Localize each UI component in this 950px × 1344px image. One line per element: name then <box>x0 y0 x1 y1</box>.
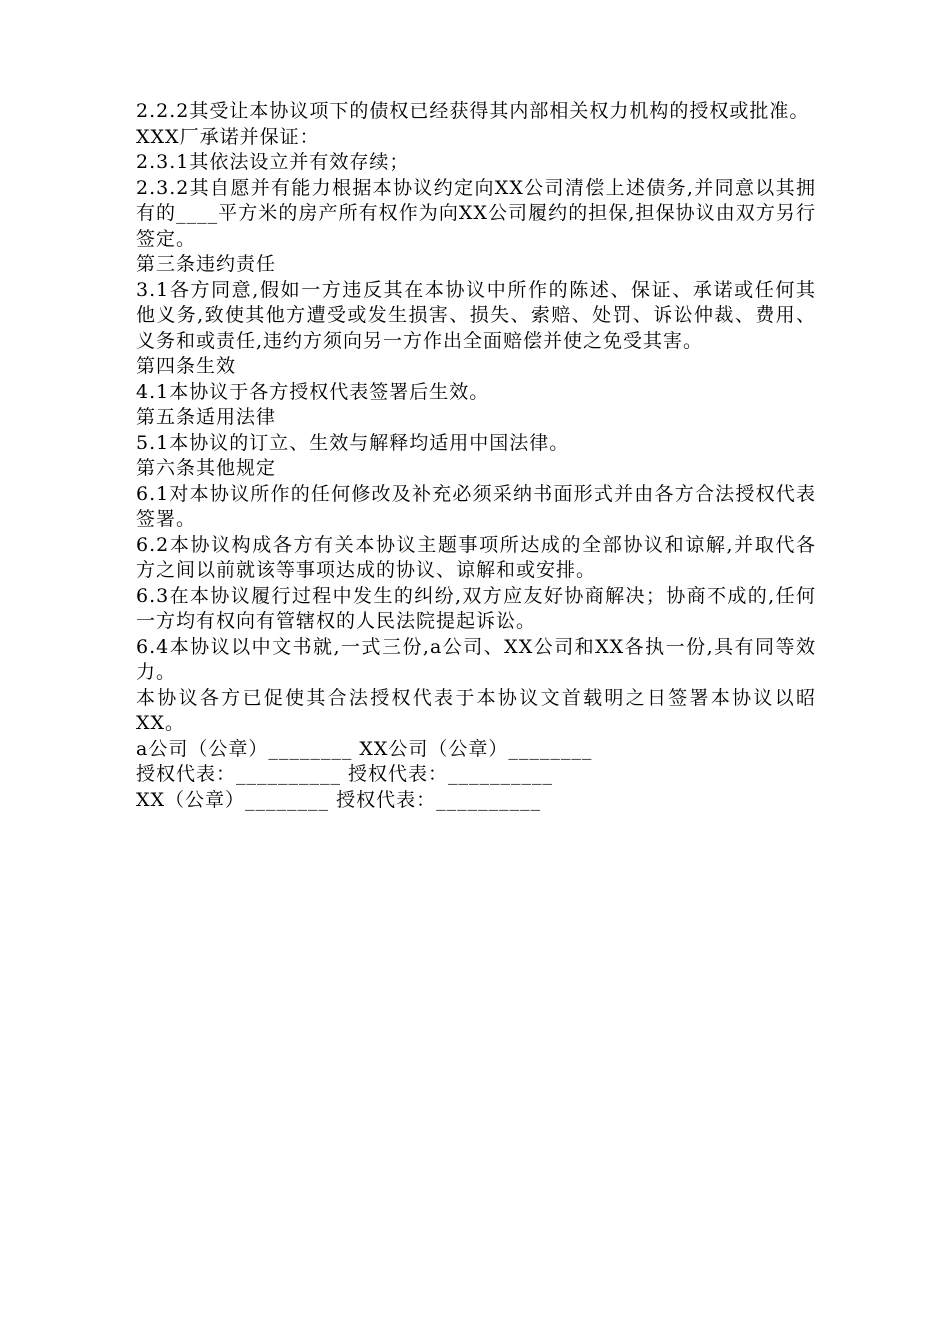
article-5-heading: 第五条适用法律 <box>136 406 277 428</box>
clause-2-3-2: 2.3.2其自愿并有能力根据本协议约定向XX公司清偿上述债务,并同意以其拥有的____平方米的房产所有权作为向XX公司履约的担保,担保协议由双方另行签定。 <box>136 176 816 250</box>
clause-6-3: 6.3在本协议履行过程中发生的纠纷,双方应友好协商解决；协商不成的,任何一方均有权向有管辖权的人民法院提起诉讼。 <box>136 584 816 632</box>
xxx-factory-warranty-intro: XXX厂承诺并保证： <box>136 125 320 148</box>
signature-line-xx-seal: XX（公章）________ 授权代表：__________ <box>136 788 542 811</box>
article-4-heading: 第四条生效 <box>136 355 237 377</box>
clause-6-4: 6.4本协议以中文书就,一式三份,a公司、XX公司和XX各执一份,具有同等效力。 <box>136 635 816 683</box>
document-body <box>136 99 816 813</box>
clause-6-1: 6.1对本协议所作的任何修改及补充必须采纳书面形式并由各方合法授权代表签署。 <box>136 482 816 530</box>
clause-3-1: 3.1各方同意,假如一方违反其在本协议中所作的陈述、保证、承诺或任何其他义务,致使其他方遭受或发生损害、损失、索赔、处罚、诉讼仲裁、费用、义务和或责任,违约方须向另一方作出全面赔偿并使之免受其害。 <box>136 278 816 352</box>
clause-5-1: 5.1本协议的订立、生效与解释均适用中国法律。 <box>136 431 570 454</box>
article-3-heading: 第三条违约责任 <box>136 253 277 275</box>
clause-4-1: 4.1本协议于各方授权代表签署后生效。 <box>136 380 490 403</box>
article-6-heading: 第六条其他规定 <box>136 457 277 479</box>
clause-2-2-2: 2.2.2其受让本协议项下的债权已经获得其内部相关权力机构的授权或批准。 <box>136 100 810 122</box>
signature-line-authorized-reps: 授权代表：__________ 授权代表：__________ <box>136 763 554 785</box>
clause-6-2: 6.2本协议构成各方有关本协议主题事项所达成的全部协议和谅解,并取代各方之间以前就该等事项达成的协议、谅解和或安排。 <box>136 533 816 581</box>
signing-statement: 本协议各方已促使其合法授权代表于本协议文首载明之日签署本协议以昭XX。 <box>136 686 816 734</box>
signature-line-company-seals: a公司（公章）________ XX公司（公章）________ <box>136 737 593 760</box>
clause-2-3-1: 2.3.1其依法设立并有效存续； <box>136 151 410 173</box>
